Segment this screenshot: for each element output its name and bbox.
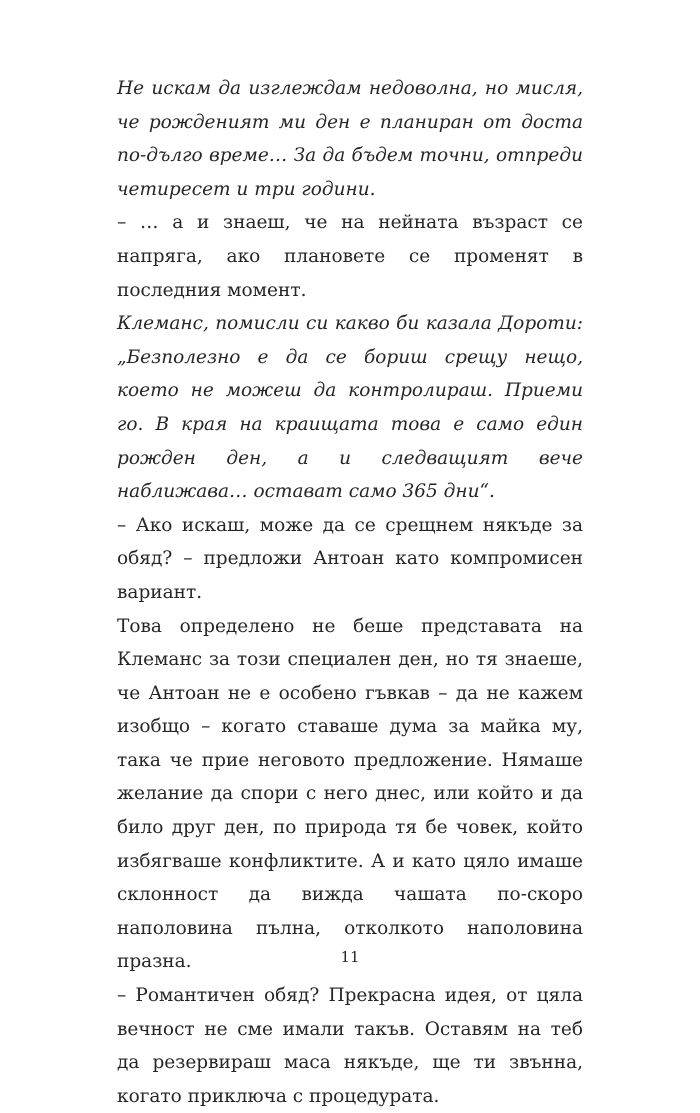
page-number: 11 [340, 948, 360, 966]
paragraph: – Романтичен обяд? Прекрасна идея, от цяла вечност не сме имали такъв. Оставям на теб да резервираш маса някъде, ще ти звънна, когато приключа с процедурата. [117, 985, 583, 1107]
paragraph: Клеманс, помисли си какво би казала Дороти: „Безполезно е да се бориш срещу нещо, което не можеш да контролираш. Приеми го. В края на краищата това е само един рожден ден, а и следващият вече наближава… остават само 365 дни“. [117, 313, 583, 503]
paragraph: – Ако искаш, може да се срещнем някъде за обяд? – предложи Антоан като компромисен вариант. [117, 514, 583, 603]
paragraph: Не искам да изглеждам недоволна, но мисля, че рожденият ми ден е планиран от доста по-дълго време… За да бъдем точни, отпреди четиресет и три години. [117, 78, 583, 200]
paragraph: – … а и знаеш, че на нейната възраст се напряга, ако плановете се променят в последния момент. [117, 212, 583, 301]
paragraph: Това определено не беше представата на Клеманс за този специален ден, но тя знаеше, че Антоан не е особено гъвкав – да не кажем изобщо – когато ставаше дума за майка му, така че прие неговото предложение. Нямаше желание да спори с него днес, или който и да било друг ден, по природа тя бе човек, който избягваше конфликтите. А и като цяло имаше склонност да вижда чашата по-скоро наполовина пълна, отколкото наполовина празна. [117, 615, 583, 973]
